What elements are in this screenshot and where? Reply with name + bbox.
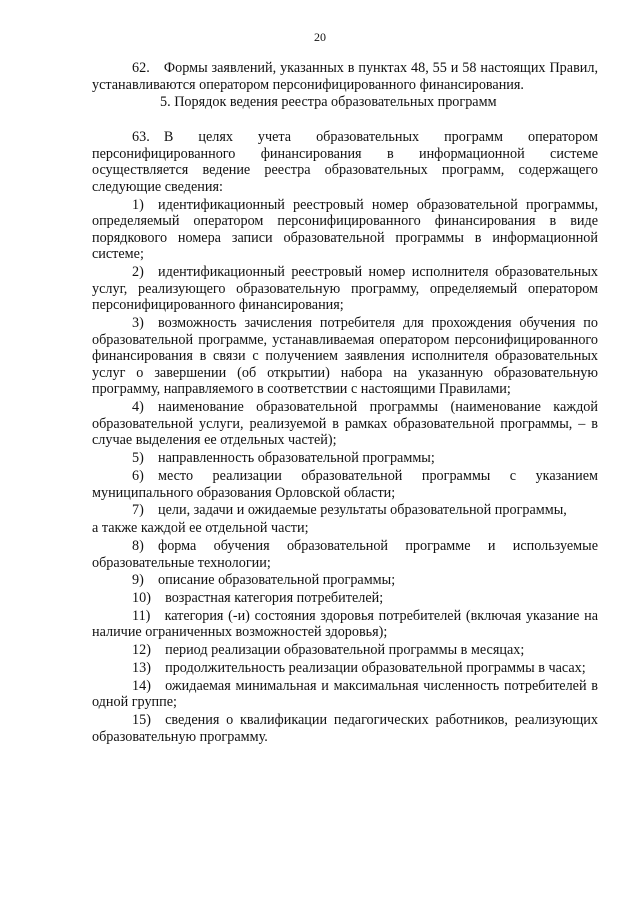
- page-number: 20: [314, 30, 326, 44]
- list-item-14: 14) ожидаемая минимальная и максимальная численность потребителей в одной группе;: [92, 677, 598, 711]
- list-item-7: 7) цели, задачи и ожидаемые результаты образовательной программы,: [132, 502, 567, 519]
- list-item-2: 2) идентификационный реестровый номер исполнителя образовательных услуг, реализующего образовательную программу, определяемый оператором персонифицированного финансирования;: [92, 264, 598, 314]
- list-item-10: 10) возрастная категория потребителей;: [132, 590, 384, 607]
- list-item-5: 5) направленность образовательной программы;: [132, 450, 435, 467]
- list-item-3: 3) возможность зачисления потребителя для прохождения обучения по образовательной программе, устанавливаемая оператором персонифицированного финансирования в связи с получением заявления исполнителя образовательных услуг о завершении (об открытии) набора на указанную образовательную программу, направляемого в соответствии с настоящими Правилами;: [92, 315, 598, 398]
- paragraph-62: 62. Формы заявлений, указанных в пунктах 48, 55 и 58 настоящих Правил, устанавливаются оператором персонифицированного финансирования.: [92, 60, 598, 93]
- list-item-4: 4) наименование образовательной программы (наименование каждой образовательной услуги, реализуемой в рамках образовательной программы, – в случае выделения ее отдельных частей);: [92, 399, 598, 449]
- list-item-13: 13) продолжительность реализации образовательной программы в часах;: [132, 660, 586, 676]
- paragraph-63-intro: 63. В целях учета образовательных программ оператором персонифицированного финансирования в информационной системе осуществляется ведение реестра образовательных программ, содержащего следующие сведения:: [92, 128, 598, 195]
- list-item-12: 12) период реализации образовательной программы в месяцах;: [132, 642, 525, 659]
- list-item-11: 11) категория (-и) состояния здоровья потребителей (включая указание на наличие ограниченных возможностей здоровья);: [92, 607, 598, 641]
- list-item-15: 15) сведения о квалификации педагогических работников, реализующих образовательную программу.: [92, 712, 598, 745]
- list-item-6: 6) место реализации образовательной программы с указанием муниципального образования Орловской области;: [92, 467, 598, 501]
- list-item-8: 8) форма обучения образовательной программе и используемые образовательные технологии;: [92, 537, 598, 571]
- list-item-1: 1) идентификационный реестровый номер образовательной программы, определяемый оператором персонифицированного финансирования в виде порядкового номера записи образовательной программы в информационной системе;: [92, 196, 598, 263]
- list-item-9: 9) описание образовательной программы;: [132, 572, 396, 589]
- list-item-7-continuation: а также каждой ее отдельной части;: [92, 520, 309, 537]
- document-body: [92, 60, 598, 747]
- section-heading: 5. Порядок ведения реестра образовательных программ: [160, 94, 497, 111]
